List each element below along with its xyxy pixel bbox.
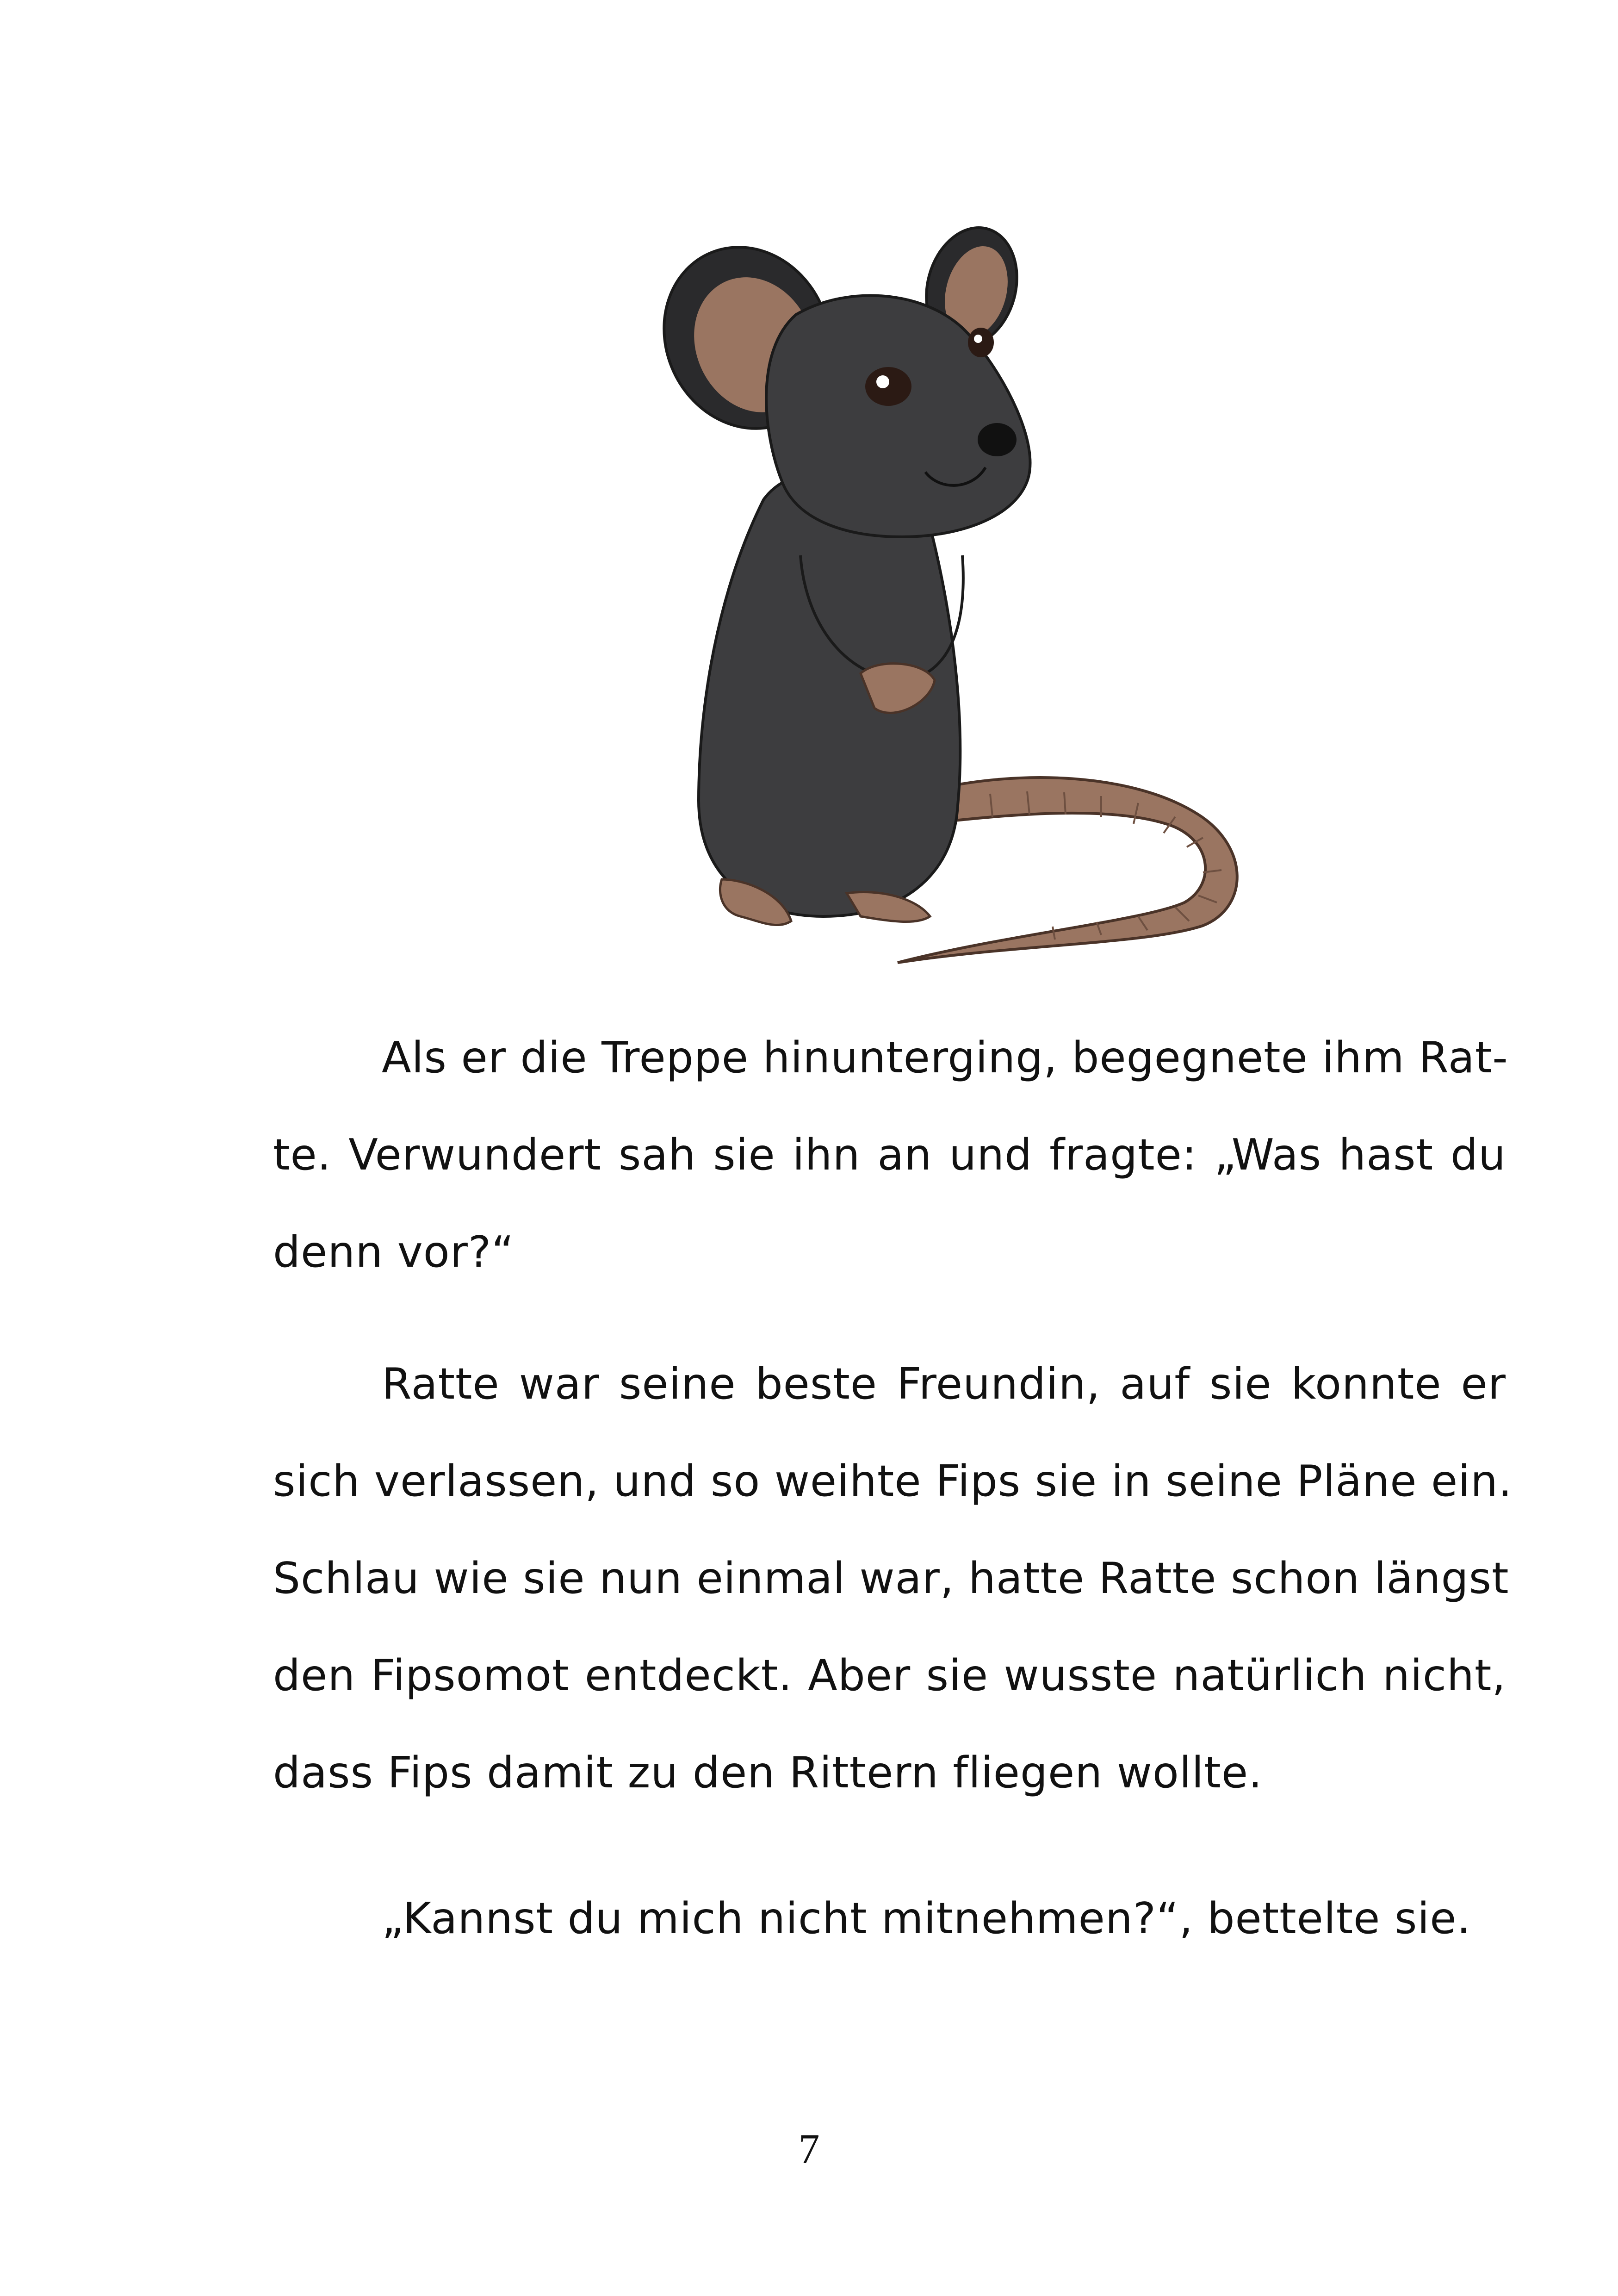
paragraph-1-line-1: Als er die Treppe hinunterging, begegnete ihm Rat- — [382, 1033, 1508, 1083]
rat-illustration-icon — [601, 222, 1272, 972]
paragraph-2 — [273, 1335, 1513, 1821]
paragraph-2-line-2: sich verlassen, und so weihte Fips sie in seine Pläne ein. — [273, 1456, 1513, 1506]
paragraph-2-line-4: den Fipsomot entdeckt. Aber sie wusste natürlich nicht, — [273, 1650, 1506, 1700]
paragraph-2-line-5: dass Fips damit zu den Rittern fliegen wollte. — [273, 1748, 1263, 1798]
paragraph-1 — [273, 1009, 1506, 1300]
paragraph-1-line-2: te. Verwundert sah sie ihn an und fragte: „Was hast du — [273, 1130, 1506, 1180]
page-number: 7 — [798, 2125, 820, 2172]
paragraph-3-line-1: „Kannst du mich nicht mitnehmen?“, bettelte sie. — [382, 1893, 1471, 1943]
paragraph-2-line-3: Schlau wie sie nun einmal war, hatte Ratte schon längst — [273, 1553, 1509, 1603]
paragraph-1-line-3: denn vor?“ — [273, 1227, 515, 1277]
paragraph-3 — [273, 1870, 1506, 1967]
paragraph-2-line-1: Ratte war seine beste Freundin, auf sie konnte er — [382, 1359, 1506, 1409]
